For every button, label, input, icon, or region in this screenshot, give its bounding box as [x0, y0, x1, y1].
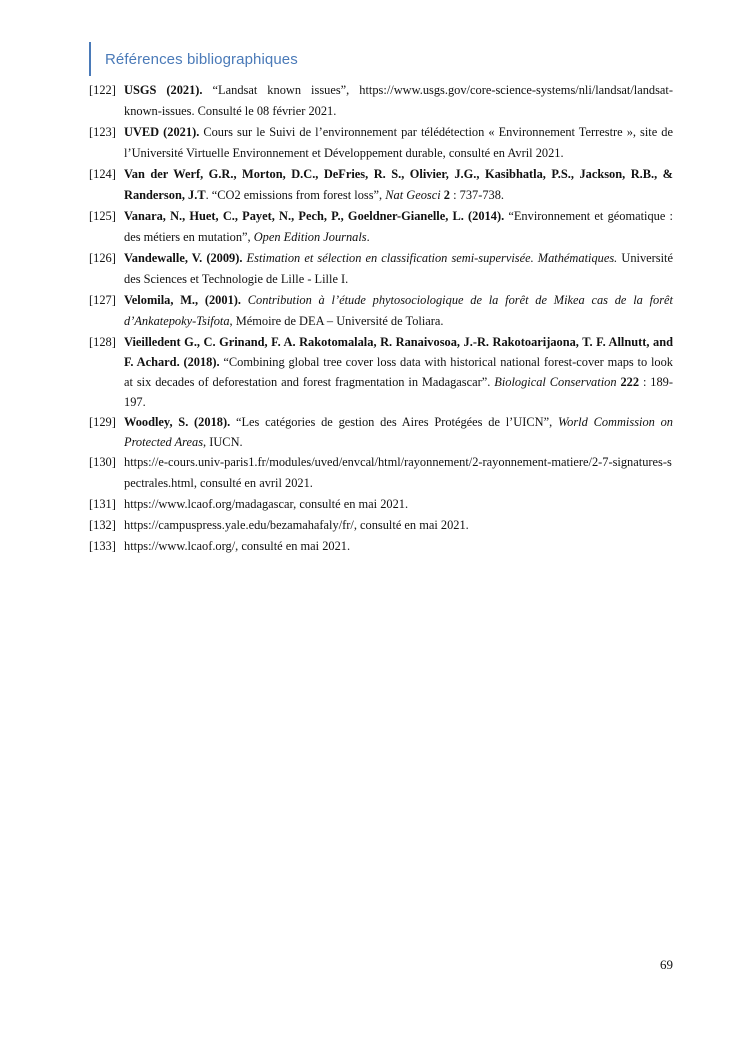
- reference-detail: , IUCN.: [203, 435, 243, 449]
- reference-author: Vanara, N., Huet, C., Payet, N., Pech, P., Goeldner-Gianelle, L. (2014).: [124, 209, 505, 223]
- reference-number: [133]: [89, 539, 116, 553]
- reference-number: [130]: [89, 455, 116, 469]
- reference-detail: Cours sur le Suivi de l’environnement par télédétection « Environnement Terrestre », site de l’Université Virtuelle Environnement et Développement durable, consulté en Avril 2021.: [124, 125, 673, 160]
- reference-detail: .: [366, 230, 370, 244]
- reference-text: [124, 122, 673, 164]
- reference-title: Estimation et sélection en classification semi-supervisée. Mathématiques.: [246, 251, 618, 265]
- reference-author: Vandewalle, V. (2009).: [124, 251, 243, 265]
- reference-journal: Nat Geosci: [385, 188, 441, 202]
- reference-detail: Université des Sciences et Technologie de Lille - Lille I.: [124, 251, 673, 286]
- reference-text: [124, 164, 673, 206]
- reference-detail: . “CO2 emissions from forest loss”,: [205, 188, 386, 202]
- reference-author: USGS (2021).: [124, 83, 203, 97]
- reference-text: [124, 332, 673, 412]
- reference-detail: , Mémoire de DEA – Université de Toliara.: [229, 314, 444, 328]
- reference-126: [89, 248, 673, 290]
- reference-number: [129]: [89, 415, 116, 429]
- reference-128: [89, 332, 673, 412]
- reference-url: https://campuspress.yale.edu/bezamahafaly/fr/, consulté en mai 2021.: [124, 518, 469, 532]
- reference-number: [126]: [89, 251, 116, 265]
- reference-url: https://www.lcaof.org/, consulté en mai 2021.: [124, 539, 351, 553]
- reference-123: [89, 122, 673, 164]
- running-header: [89, 42, 298, 76]
- reference-detail: “Environnement et géomatique : des métiers en mutation”,: [124, 209, 673, 244]
- reference-journal: Open Edition Journals: [253, 230, 367, 244]
- reference-number: [127]: [89, 293, 116, 307]
- reference-133: [89, 536, 673, 557]
- reference-text: [124, 494, 673, 515]
- reference-130: [89, 452, 673, 494]
- reference-number: [124]: [89, 167, 116, 181]
- reference-number: [125]: [89, 209, 116, 223]
- reference-132: [89, 515, 673, 536]
- reference-131: [89, 494, 673, 515]
- reference-detail: “Les catégories de gestion des Aires Protégées de l’UICN”,: [230, 415, 558, 429]
- reference-detail: [241, 293, 248, 307]
- reference-text: [124, 452, 673, 494]
- reference-text: [124, 536, 673, 557]
- reference-text: [124, 80, 673, 122]
- reference-124: [89, 164, 673, 206]
- reference-text: [124, 248, 673, 290]
- reference-number: [131]: [89, 497, 116, 511]
- reference-author: Woodley, S. (2018).: [124, 415, 231, 429]
- reference-journal: Biological Conservation: [494, 375, 617, 389]
- reference-url: https://e-cours.univ-paris1.fr/modules/uved/envcal/html/rayonnement/2-rayonnement-matiere/2-7-signatures-spectrales.html, consulté en avril 2021.: [124, 455, 672, 490]
- reference-title: Contribution à l’étude phytosociologique de la forêt de Mikea cas de la forêt d’Ankatepoky-Tsifota: [124, 293, 673, 328]
- page-number: 69: [660, 957, 673, 972]
- reference-129: [89, 412, 673, 452]
- reference-127: [89, 290, 673, 332]
- reference-text: [124, 206, 673, 248]
- reference-text: [124, 515, 673, 536]
- reference-volume: 2: [443, 188, 450, 202]
- reference-number: [132]: [89, 518, 116, 532]
- reference-journal: World Commission on Protected Areas: [124, 415, 674, 449]
- reference-list: [89, 80, 673, 557]
- reference-pages: : 737-738.: [449, 188, 505, 202]
- reference-author: UVED (2021).: [124, 125, 200, 139]
- reference-author: Van der Werf, G.R., Morton, D.C., DeFries, R. S., Olivier, J.G., Kasibhatla, P.S., Jackson, R.B., & Randerson, J.T: [124, 167, 673, 202]
- reference-author: Velomila, M., (2001).: [124, 293, 241, 307]
- reference-122: [89, 80, 673, 122]
- reference-text: [124, 290, 673, 332]
- reference-pages: : 189-197.: [124, 375, 673, 409]
- reference-volume: 222: [620, 375, 640, 389]
- header-title: Références bibliographiques: [105, 50, 298, 68]
- reference-number: [123]: [89, 125, 116, 139]
- reference-detail: “Combining global tree cover loss data with historical national forest-cover maps to look at six decades of deforestation and forest fragmentation in Madagascar”.: [124, 355, 673, 389]
- reference-detail: “Landsat known issues”, https://www.usgs.gov/core-science-systems/nli/landsat/landsat-known-issues. Consulté le 08 février 2021.: [124, 83, 673, 118]
- reference-url: https://www.lcaof.org/madagascar, consulté en mai 2021.: [124, 497, 409, 511]
- reference-125: [89, 206, 673, 248]
- reference-author: Vieilledent G., C. Grinand, F. A. Rakotomalala, R. Ranaivosoa, J.-R. Rakotoarijaona, T. F. Allnutt, and F. Achard. (2018).: [124, 335, 673, 369]
- reference-number: [122]: [89, 83, 116, 97]
- reference-number: [128]: [89, 335, 116, 349]
- reference-text: [124, 412, 673, 452]
